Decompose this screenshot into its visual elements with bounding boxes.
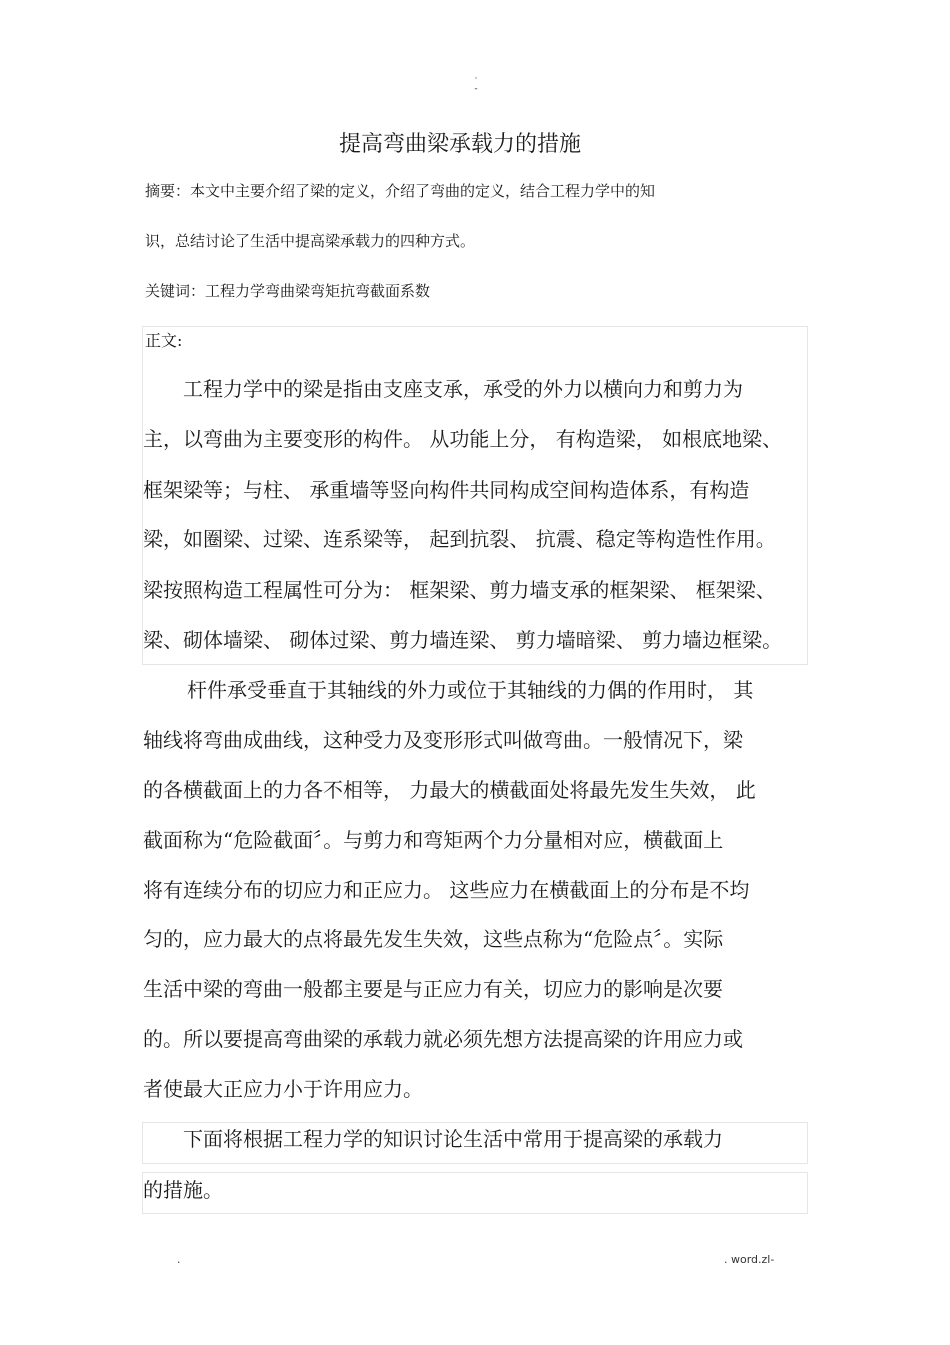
text-frame-3 <box>142 1172 808 1214</box>
para1-line-5: 梁按照构造工程属性可分为： 框架梁、剪力墙支承的框架梁、 框架梁、 <box>143 578 776 602</box>
para2-line-9: 者使最大正应力小于许用应力。 <box>143 1077 423 1101</box>
para3-line-1: 下面将根据工程力学的知识讨论生活中常用于提高梁的承载力 <box>183 1127 723 1151</box>
para1-line-1: 工程力学中的梁是指由支座支承，承受的外力以横向力和剪力为 <box>183 377 743 401</box>
header-mark: · - <box>474 74 478 94</box>
para1-line-2: 主，以弯曲为主要变形的构件。 从功能上分， 有构造梁， 如根底地梁、 <box>143 427 783 451</box>
para2-line-5: 将有连续分布的切应力和正应力。 这些应力在横截面上的分布是不均 <box>143 878 750 902</box>
para2-line-1: 杆件承受垂直于其轴线的外力或位于其轴线的力偶的作用时， 其 <box>187 678 754 702</box>
para3-line-2: 的措施。 <box>143 1178 223 1202</box>
para2-line-3: 的各横截面上的力各不相等， 力最大的横截面处将最先发生失效， 此 <box>143 778 756 802</box>
keywords: 关键词：工程力学弯曲梁弯矩抗弯截面系数 <box>145 282 431 300</box>
para1-line-6: 梁、砌体墙梁、 砌体过梁、剪力墙连梁、 剪力墙暗梁、 剪力墙边框梁。 <box>143 628 783 652</box>
para2-line-2: 轴线将弯曲成曲线，这种受力及变形形式叫做弯曲。一般情况下，梁 <box>143 728 743 752</box>
footer-right: . word.zl- <box>724 1253 775 1266</box>
para2-line-7: 生活中梁的弯曲一般都主要是与正应力有关，切应力的影响是次要 <box>143 977 723 1001</box>
para2-line-8: 的。所以要提高弯曲梁的承载力就必须先想方法提高梁的许用应力或 <box>143 1027 743 1051</box>
footer-left: . <box>177 1253 181 1266</box>
abstract-line-2: 识，总结讨论了生活中提高梁承载力的四种方式。 <box>145 232 476 250</box>
para2-line-4: 截面称为“危险截面〞。与剪力和弯矩两个力分量相对应，横截面上 <box>143 828 724 852</box>
para2-line-6: 匀的，应力最大的点将最先发生失效，这些点称为“危险点〞。实际 <box>143 927 724 951</box>
document-title: 提高弯曲梁承载力的措施 <box>338 132 581 157</box>
body-label: 正文: <box>145 331 183 350</box>
para1-line-3: 框架梁等；与柱、 承重墙等竖向构件共同构成空间构造体系，有构造 <box>143 478 750 502</box>
abstract-line-1: 摘要：本文中主要介绍了梁的定义，介绍了弯曲的定义，结合工程力学中的知 <box>145 182 656 200</box>
para1-line-4: 梁，如圈梁、过梁、连系梁等， 起到抗裂、 抗震、稳定等构造性作用。 <box>143 527 776 551</box>
